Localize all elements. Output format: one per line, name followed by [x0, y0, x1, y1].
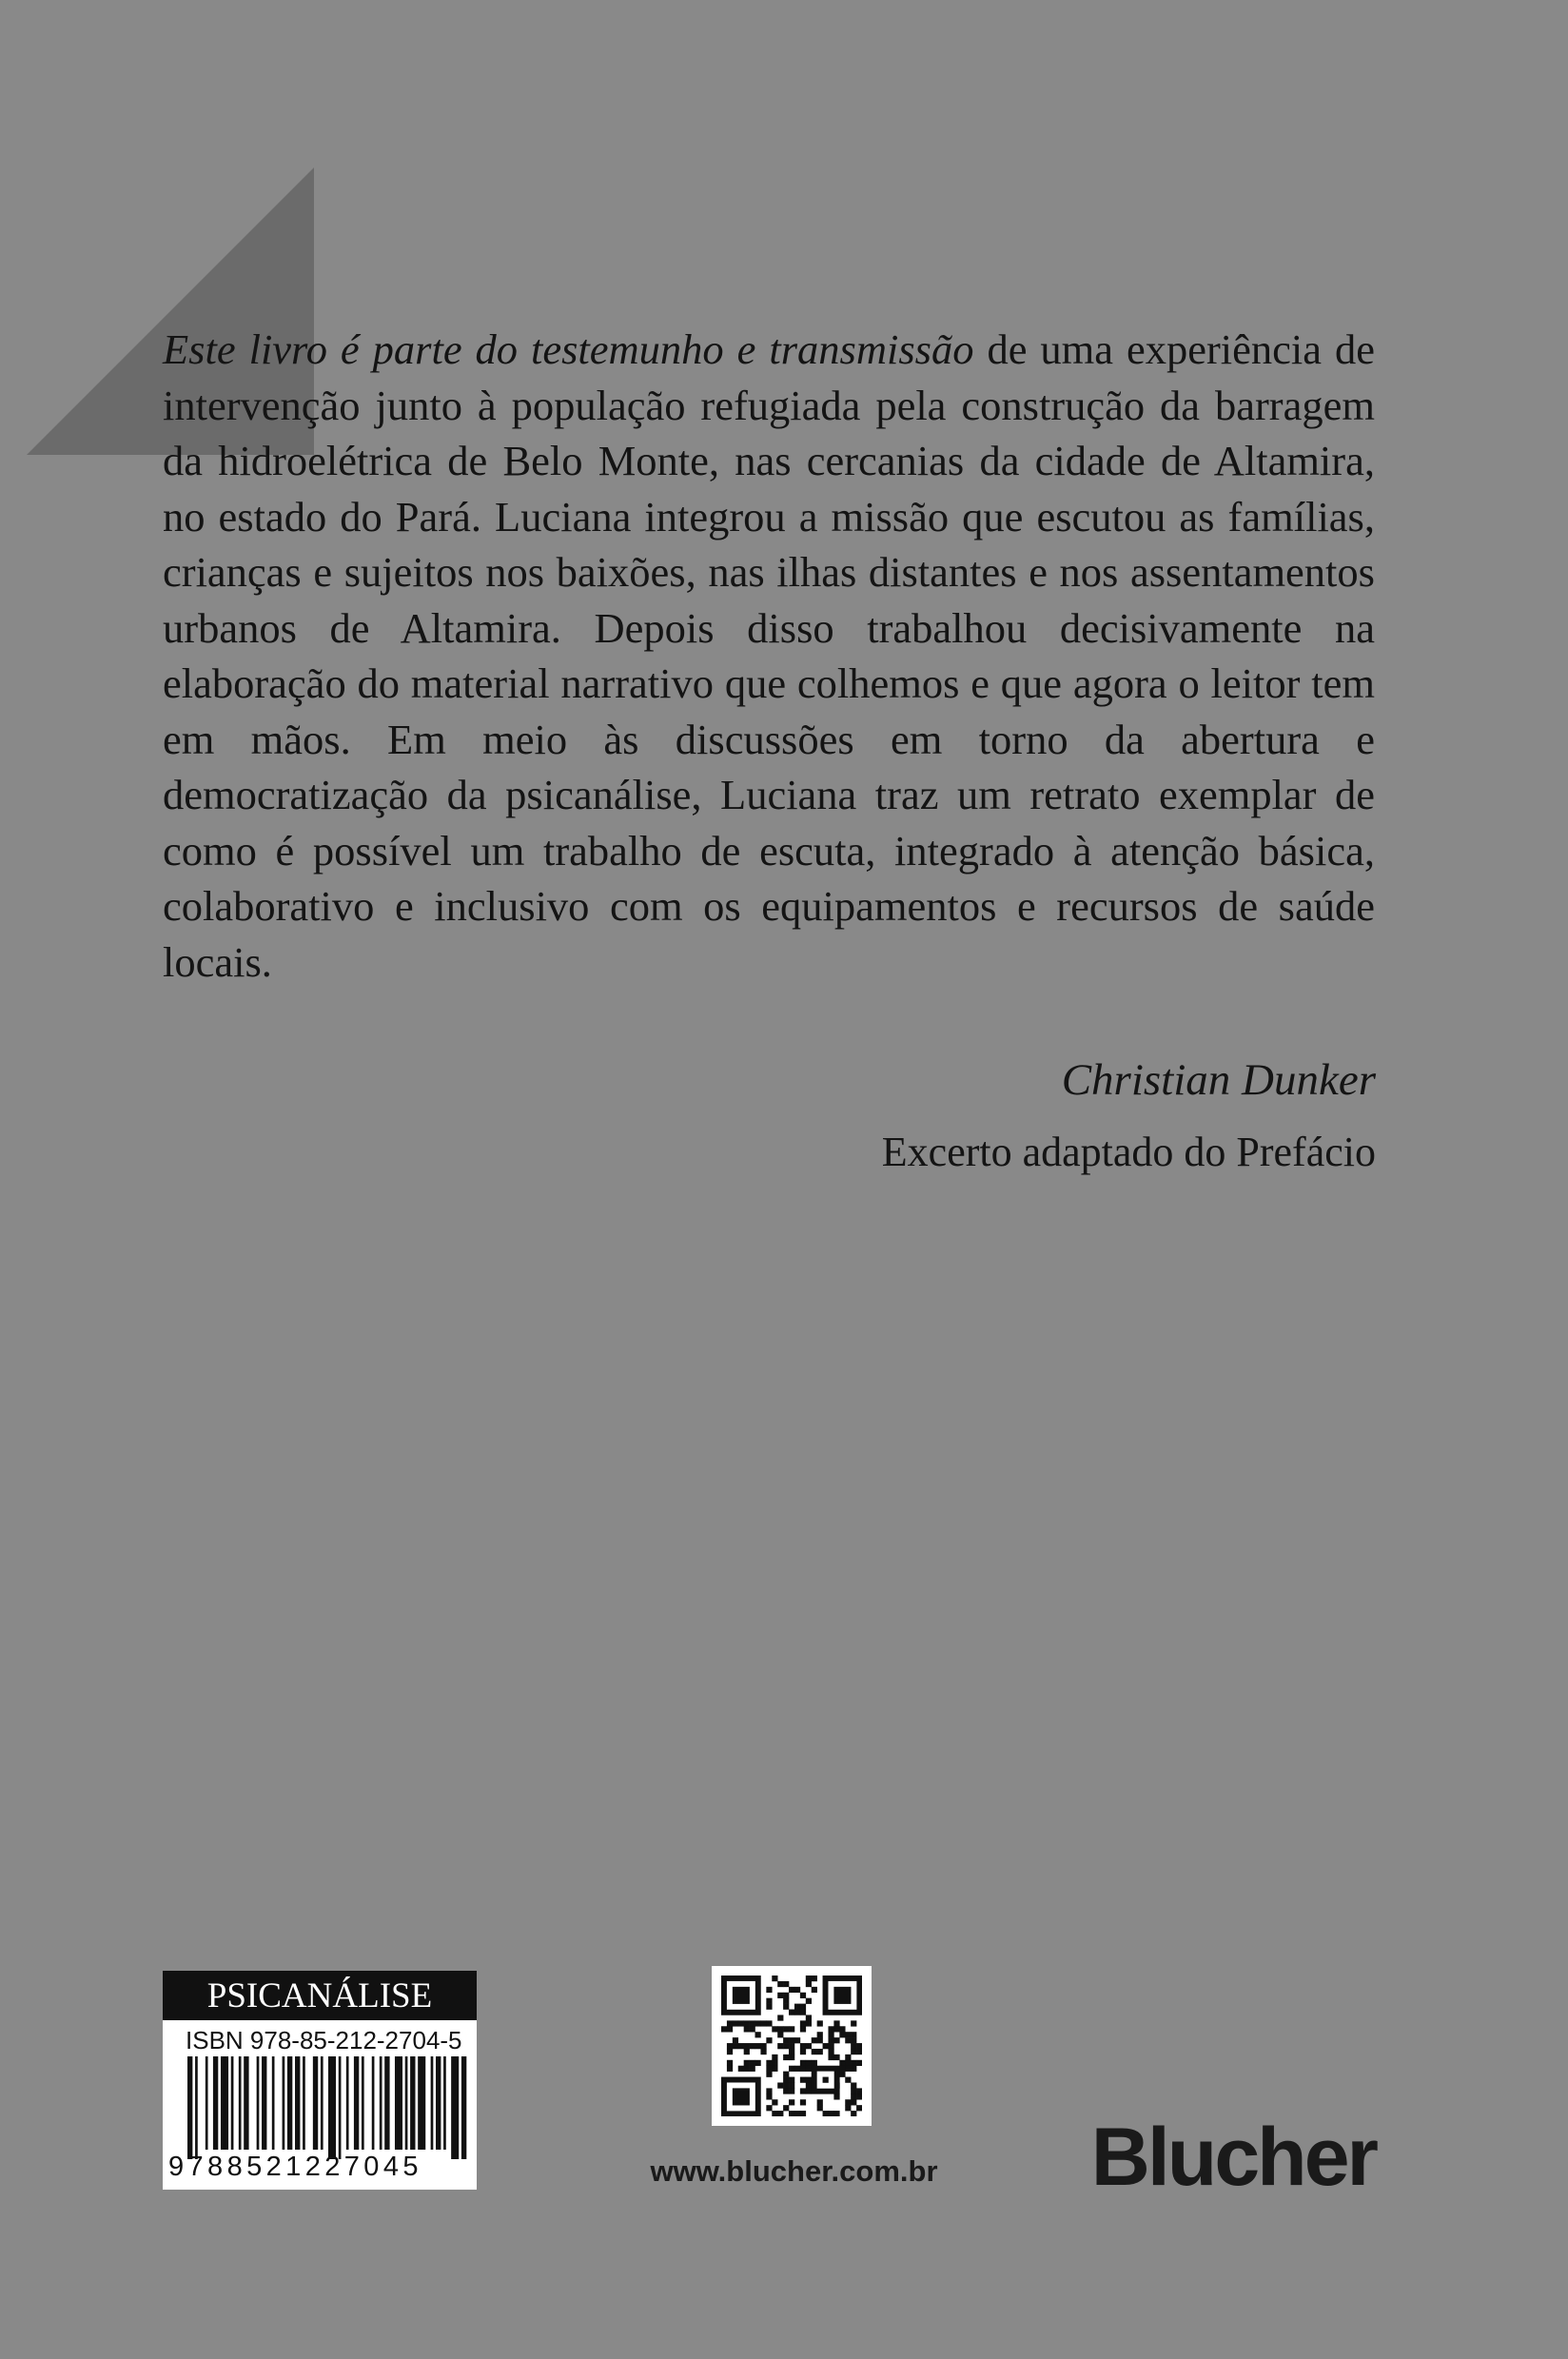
- qr-module: [851, 2111, 856, 2116]
- barcode-bar: [239, 2056, 242, 2150]
- qr-module: [750, 2026, 755, 2032]
- barcode-bar: [418, 2056, 425, 2150]
- qr-module: [766, 2088, 772, 2094]
- barcode-bar: [244, 2056, 248, 2150]
- qr-module: [800, 2077, 806, 2083]
- qr-module: [812, 1987, 817, 1993]
- qr-module: [845, 2037, 851, 2043]
- barcode-bar: [410, 2056, 415, 2150]
- qr-module: [817, 2099, 823, 2105]
- qr-module: [851, 2020, 856, 2026]
- qr-module: [733, 2043, 738, 2049]
- qr-module: [777, 2026, 783, 2032]
- qr-module: [817, 2049, 823, 2054]
- qr-module: [772, 2054, 777, 2060]
- qr-module: [806, 2043, 812, 2049]
- qr-module: [766, 2004, 772, 2010]
- qr-module: [783, 1998, 789, 2004]
- qr-module: [766, 2105, 772, 2111]
- isbn-barcode-block: [163, 1971, 477, 2190]
- qr-module: [783, 2043, 789, 2049]
- barcode-bar: [321, 2056, 323, 2150]
- qr-module: [806, 1976, 812, 1981]
- qr-module: [738, 2020, 744, 2026]
- qr-module: [783, 2026, 789, 2032]
- barcode-bar: [443, 2056, 446, 2150]
- qr-module: [812, 1976, 817, 1981]
- barcode-bar: [328, 2056, 336, 2159]
- qr-module: [851, 2037, 856, 2043]
- qr-module: [766, 1998, 772, 2004]
- qr-module: [755, 2060, 761, 2066]
- qr-module: [766, 2037, 772, 2043]
- qr-module: [806, 2060, 812, 2066]
- qr-module: [845, 2105, 851, 2111]
- qr-module: [794, 1987, 800, 1993]
- qr-module: [766, 1987, 772, 1993]
- qr-module: [851, 2032, 856, 2037]
- qr-module: [789, 2082, 794, 2088]
- qr-module: [783, 2037, 789, 2043]
- qr-module: [750, 2060, 755, 2066]
- qr-module: [744, 2066, 750, 2072]
- back-cover-blurb: [163, 322, 1375, 990]
- qr-module: [800, 2049, 806, 2054]
- qr-module: [744, 2049, 750, 2054]
- qr-module: [738, 2043, 744, 2049]
- barcode-bar: [346, 2056, 349, 2150]
- qr-module: [794, 2111, 800, 2116]
- qr-module: [777, 2111, 783, 2116]
- barcode-bar: [395, 2056, 402, 2150]
- qr-module: [789, 2043, 794, 2049]
- qr-module: [738, 2066, 744, 2072]
- qr-module: [789, 2066, 794, 2072]
- qr-module: [823, 2043, 829, 2049]
- qr-module: [800, 2004, 806, 2010]
- qr-module: [839, 2060, 845, 2066]
- qr-module: [783, 1993, 789, 1998]
- qr-module: [817, 2020, 823, 2026]
- barcode-bars-icon: [187, 2056, 469, 2159]
- category-label: PSICANÁLISE: [163, 1971, 477, 2020]
- qr-module: [789, 2049, 794, 2054]
- qr-module: [833, 2094, 839, 2099]
- qr-module: [727, 2020, 733, 2026]
- qr-module: [766, 2060, 772, 2066]
- qr-module: [812, 2037, 817, 2043]
- qr-module: [851, 2049, 856, 2054]
- qr-module: [806, 2077, 812, 2083]
- qr-module: [783, 2004, 789, 2010]
- qr-module: [851, 2088, 856, 2094]
- barcode-bar: [384, 2056, 389, 2150]
- qr-module: [839, 2026, 845, 2032]
- qr-module: [789, 2077, 794, 2083]
- qr-module: [772, 2066, 777, 2072]
- qr-module: [851, 2060, 856, 2066]
- qr-module: [794, 2037, 800, 2043]
- qr-module: [772, 1976, 777, 1981]
- barcode-bar: [213, 2056, 218, 2150]
- qr-module: [789, 2010, 794, 2015]
- qr-module: [817, 2037, 823, 2043]
- qr-module: [817, 2105, 823, 2111]
- qr-module: [766, 2094, 772, 2099]
- qr-module: [806, 2088, 812, 2094]
- qr-module: [727, 2060, 733, 2066]
- qr-module: [851, 2099, 856, 2105]
- qr-module: [806, 1998, 812, 2004]
- barcode-bar: [262, 2056, 266, 2150]
- barcode-bar: [313, 2056, 318, 2150]
- barcode-bar: [372, 2056, 375, 2150]
- qr-module: [744, 2026, 750, 2032]
- qr-module: [766, 2066, 772, 2072]
- qr-module: [755, 2020, 761, 2026]
- qr-module: [727, 2049, 733, 2054]
- qr-module: [727, 2026, 733, 2032]
- qr-module: [733, 1987, 750, 2004]
- qr-module: [789, 2037, 794, 2043]
- qr-module: [806, 2066, 812, 2072]
- barcode-bar: [206, 2056, 208, 2150]
- barcode-bar: [362, 2056, 364, 2150]
- qr-module: [812, 2060, 817, 2066]
- excerpt-source: Excerto adaptado do Prefácio: [881, 1129, 1376, 1175]
- blurb-body: de uma experiência de intervenção junto à população refugiada pela construção da barragem da hidroelétrica de Belo Monte, nas cercanias da cidade de Altamira, no estado do Pará. Luciana integrou a missão que escutou as famílias, crianças e sujeitos nos baixões, nas ilhas distantes e nos assentamentos urbanos de Altamira. Depois disso trabalhou decisivamente na elaboração do material narrativo que colhemos e que agora o leitor tem em mãos. Em meio às discussões em torno da abertura e democratização da psicanálise, Luciana traz um retrato exemplar de como é possível um trabalho de escuta, integrado à atenção básica, colaborativo e inclusivo com os equipamentos e recursos de saúde locais.: [163, 325, 1375, 986]
- barcode-bar: [187, 2056, 192, 2159]
- qr-module: [828, 2043, 833, 2049]
- qr-module: [777, 2015, 783, 2020]
- qr-module: [750, 2066, 755, 2072]
- qr-module: [833, 2054, 839, 2060]
- qr-module: [828, 2026, 833, 2032]
- qr-code-icon: [712, 1966, 872, 2126]
- qr-module: [800, 2099, 806, 2105]
- barcode-bar: [451, 2056, 459, 2159]
- qr-module: [777, 1981, 783, 1987]
- barcode-bar: [221, 2056, 228, 2150]
- qr-module: [800, 2026, 806, 2032]
- qr-module: [783, 2077, 789, 2083]
- qr-module: [833, 2111, 839, 2116]
- qr-module: [856, 2049, 862, 2054]
- qr-module: [851, 2066, 856, 2072]
- qr-module: [800, 2010, 806, 2015]
- qr-module: [789, 2026, 794, 2032]
- qr-module: [812, 2049, 817, 2054]
- qr-module: [800, 2060, 806, 2066]
- qr-module: [744, 2060, 750, 2066]
- barcode-bar: [436, 2056, 441, 2150]
- qr-module: [750, 2020, 755, 2026]
- qr-module: [794, 2066, 800, 2072]
- qr-module: [766, 2020, 772, 2026]
- qr-module: [760, 2020, 766, 2026]
- qr-module: [760, 2049, 766, 2054]
- qr-module: [777, 2082, 783, 2088]
- qr-module: [845, 2060, 851, 2066]
- qr-module: [828, 2054, 833, 2060]
- qr-module: [845, 2077, 851, 2083]
- qr-module: [806, 2082, 812, 2088]
- barcode-bar: [295, 2056, 300, 2150]
- qr-module: [833, 2037, 839, 2043]
- qr-module: [772, 2060, 777, 2066]
- qr-module: [856, 2060, 862, 2066]
- qr-module: [733, 2037, 738, 2043]
- qr-module: [789, 2099, 794, 2105]
- qr-module: [839, 2066, 845, 2072]
- qr-module: [789, 1987, 794, 1993]
- qr-module: [856, 2105, 862, 2111]
- qr-module: [839, 2072, 845, 2077]
- qr-module: [800, 1993, 806, 1998]
- qr-module: [744, 2043, 750, 2049]
- qr-module: [789, 2088, 794, 2094]
- qr-module: [772, 2026, 777, 2032]
- qr-module: [800, 2088, 806, 2094]
- qr-module: [777, 2043, 783, 2049]
- qr-module: [783, 2082, 789, 2088]
- qr-module: [806, 2015, 812, 2020]
- qr-module: [845, 2054, 851, 2060]
- qr-module: [845, 2032, 851, 2037]
- qr-module: [800, 2066, 806, 2072]
- barcode-bar: [287, 2056, 292, 2150]
- barcode-bar: [257, 2056, 260, 2150]
- barcode-bar: [303, 2056, 305, 2150]
- qr-module: [828, 2032, 833, 2037]
- barcode-bar: [231, 2056, 234, 2150]
- qr-module: [755, 2032, 761, 2037]
- qr-module: [777, 1993, 783, 1998]
- qr-module: [845, 2066, 851, 2072]
- qr-module: [783, 1981, 789, 1987]
- barcode-digits: 9788521227045: [168, 2152, 422, 2182]
- qr-module: [856, 2094, 862, 2099]
- qr-module: [772, 2099, 777, 2105]
- blurb-lead: Este livro é parte do testemunho e transmissão: [163, 325, 974, 373]
- qr-module: [783, 2054, 789, 2060]
- author-name: Christian Dunker: [1061, 1055, 1376, 1105]
- publisher-url: www.blucher.com.br: [650, 2154, 938, 2188]
- barcode-bar: [461, 2056, 466, 2159]
- qr-module: [783, 2088, 789, 2094]
- qr-module: [760, 2043, 766, 2049]
- qr-module: [851, 2082, 856, 2088]
- barcode-bar: [272, 2056, 275, 2150]
- qr-module: [727, 2066, 733, 2072]
- qr-module: [833, 2020, 839, 2026]
- qr-module: [817, 2032, 823, 2037]
- qr-module: [794, 2010, 800, 2015]
- qr-module: [828, 2037, 833, 2043]
- qr-module: [721, 2026, 727, 2032]
- qr-module: [766, 2072, 772, 2077]
- qr-module: [777, 2032, 783, 2037]
- qr-module: [845, 2099, 851, 2105]
- qr-module: [856, 2088, 862, 2094]
- qr-module: [727, 2043, 733, 2049]
- qr-module: [789, 2111, 794, 2116]
- qr-module: [800, 2020, 806, 2026]
- qr-module: [856, 2043, 862, 2049]
- publisher-logo: Blucher: [1090, 2112, 1376, 2203]
- qr-module: [744, 2020, 750, 2026]
- qr-module: [733, 2020, 738, 2026]
- qr-module: [733, 2088, 750, 2105]
- qr-module: [833, 2026, 839, 2032]
- barcode-bar: [339, 2056, 342, 2159]
- qr-module: [828, 2049, 833, 2054]
- qr-module: [750, 2043, 755, 2049]
- qr-module: [755, 2043, 761, 2049]
- qr-module: [789, 2054, 794, 2060]
- qr-module: [839, 2032, 845, 2037]
- barcode-bar: [405, 2056, 408, 2150]
- qr-module: [851, 2094, 856, 2099]
- barcode-bar: [195, 2056, 198, 2159]
- qr-module: [783, 2072, 789, 2077]
- qr-module: [800, 2111, 806, 2116]
- barcode-bar: [283, 2056, 285, 2150]
- isbn-label: ISBN 978-85-212-2704-5: [186, 2026, 462, 2054]
- qr-module: [851, 2043, 856, 2049]
- qr-module: [823, 2111, 829, 2116]
- barcode-bar: [431, 2056, 434, 2150]
- qr-module: [828, 2111, 833, 2116]
- qr-module: [783, 2105, 789, 2111]
- barcode-bar: [354, 2056, 359, 2150]
- qr-module: [772, 2111, 777, 2116]
- qr-module: [833, 1987, 851, 2004]
- qr-module: [800, 2043, 806, 2049]
- qr-module: [806, 1981, 812, 1987]
- qr-module: [806, 2020, 812, 2026]
- barcode-bar: [380, 2056, 382, 2150]
- qr-module: [823, 2077, 829, 2083]
- qr-module: [794, 2004, 800, 2010]
